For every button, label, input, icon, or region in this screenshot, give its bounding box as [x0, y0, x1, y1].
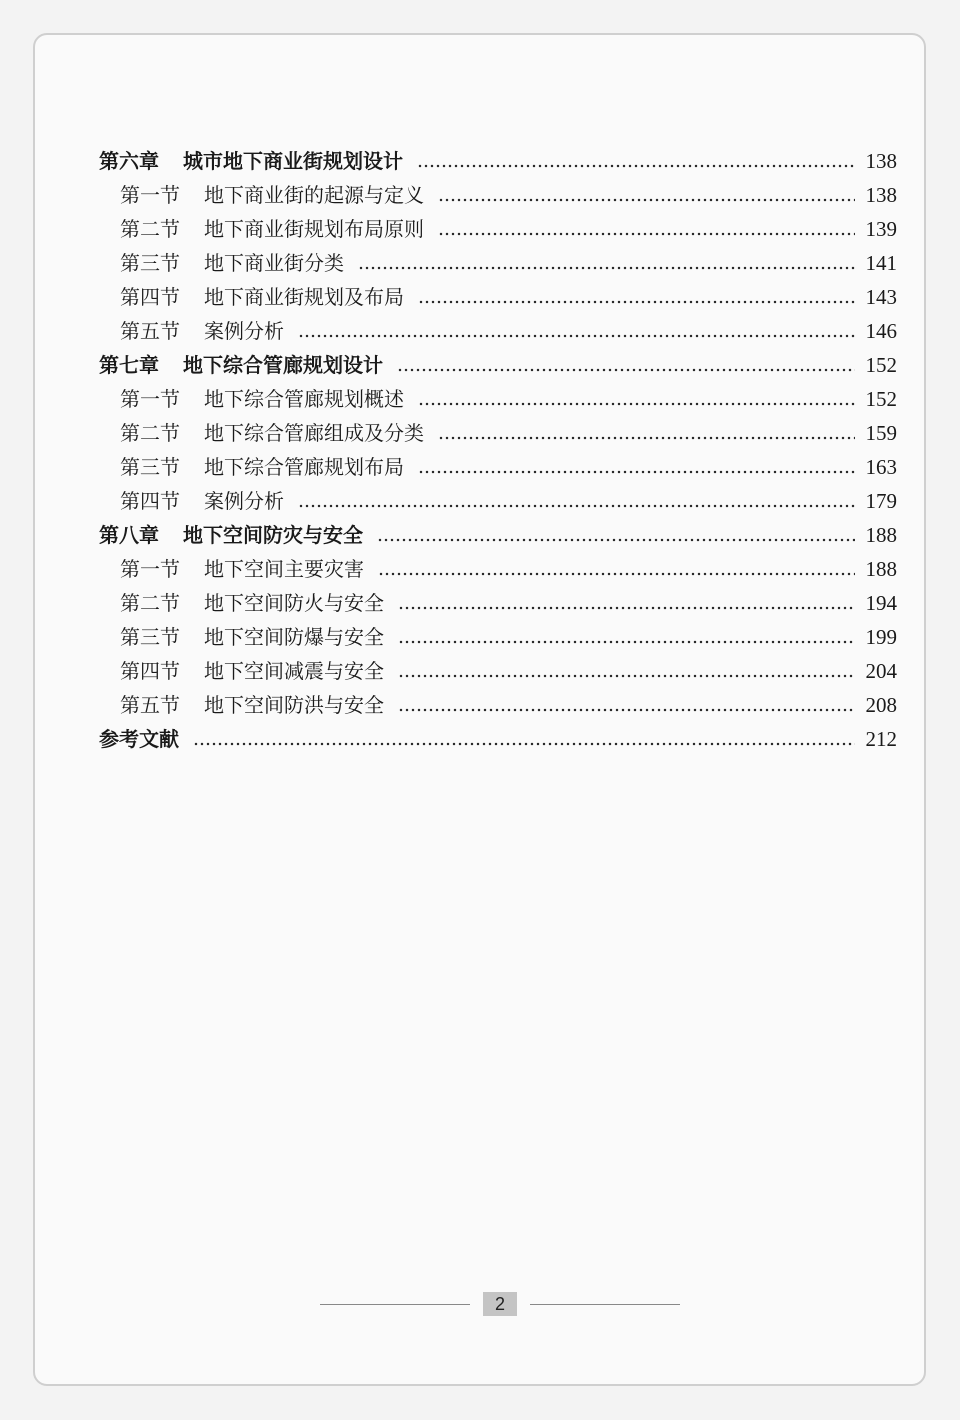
toc-section-entry[interactable]	[99, 416, 897, 450]
entry-title: 地下商业街规划布局原则	[204, 217, 424, 241]
dot-leader	[398, 620, 855, 654]
toc-chapter-entry[interactable]	[99, 722, 897, 756]
entry-title: 地下商业街的起源与定义	[204, 183, 424, 207]
dot-leader	[193, 722, 855, 756]
toc-section-entry[interactable]	[99, 280, 897, 314]
dot-leader	[397, 348, 855, 382]
entry-number: 第五节	[120, 693, 180, 717]
entry-number: 第一节	[120, 387, 180, 411]
toc-section-entry[interactable]	[99, 586, 897, 620]
entry-page-number: 146	[865, 319, 897, 343]
toc-section-entry[interactable]	[99, 246, 897, 280]
dot-leader	[377, 518, 855, 552]
entry-page-number: 179	[865, 489, 897, 513]
entry-title: 地下空间防洪与安全	[204, 693, 384, 717]
entry-number: 第八章	[99, 523, 159, 547]
footer-rule-left	[320, 1304, 470, 1305]
entry-number: 第一节	[120, 557, 180, 581]
entry-page-number: 208	[865, 693, 897, 717]
entry-title: 地下综合管廊规划布局	[204, 455, 404, 479]
dot-leader	[418, 450, 855, 484]
entry-number: 第三节	[120, 455, 180, 479]
footer-rule-right	[530, 1304, 680, 1305]
dot-leader	[438, 178, 855, 212]
document-page	[33, 33, 926, 1386]
entry-page-number: 188	[865, 523, 897, 547]
toc-section-entry[interactable]	[99, 552, 897, 586]
dot-leader	[417, 144, 855, 178]
entry-number: 第四节	[120, 489, 180, 513]
entry-number: 第二节	[120, 591, 180, 615]
toc-section-entry[interactable]	[99, 620, 897, 654]
dot-leader	[298, 314, 855, 348]
entry-number: 第三节	[120, 625, 180, 649]
page-number: 2	[483, 1292, 517, 1316]
entry-title: 地下综合管廊规划设计	[183, 353, 383, 377]
entry-title: 地下空间减震与安全	[204, 659, 384, 683]
entry-page-number: 159	[865, 421, 897, 445]
entry-page-number: 188	[865, 557, 897, 581]
entry-title: 案例分析	[204, 319, 284, 343]
dot-leader	[418, 382, 855, 416]
entry-title: 地下空间防火与安全	[204, 591, 384, 615]
entry-number: 第二节	[120, 421, 180, 445]
toc-chapter-entry[interactable]	[99, 348, 897, 382]
entry-page-number: 212	[865, 727, 897, 751]
toc-section-entry[interactable]	[99, 484, 897, 518]
entry-number: 第七章	[99, 353, 159, 377]
entry-title: 地下综合管廊规划概述	[204, 387, 404, 411]
entry-page-number: 141	[865, 251, 897, 275]
table-of-contents	[99, 144, 897, 756]
toc-section-entry[interactable]	[99, 314, 897, 348]
entry-number: 第五节	[120, 319, 180, 343]
entry-title: 地下空间防爆与安全	[204, 625, 384, 649]
toc-chapter-entry[interactable]	[99, 144, 897, 178]
entry-title: 地下综合管廊组成及分类	[204, 421, 424, 445]
entry-title: 地下商业街规划及布局	[204, 285, 404, 309]
dot-leader	[438, 212, 855, 246]
entry-page-number: 139	[865, 217, 897, 241]
toc-section-entry[interactable]	[99, 382, 897, 416]
toc-section-entry[interactable]	[99, 450, 897, 484]
dot-leader	[378, 552, 855, 586]
entry-number: 第四节	[120, 659, 180, 683]
entry-number: 第六章	[99, 149, 159, 173]
entry-title: 地下空间主要灾害	[204, 557, 364, 581]
entry-page-number: 143	[865, 285, 897, 309]
entry-page-number: 138	[865, 183, 897, 207]
entry-page-number: 199	[865, 625, 897, 649]
entry-page-number: 138	[865, 149, 897, 173]
entry-number: 第一节	[120, 183, 180, 207]
toc-chapter-entry[interactable]	[99, 518, 897, 552]
dot-leader	[298, 484, 855, 518]
toc-section-entry[interactable]	[99, 688, 897, 722]
toc-section-entry[interactable]	[99, 178, 897, 212]
dot-leader	[398, 586, 855, 620]
dot-leader	[438, 416, 855, 450]
page-footer	[320, 1291, 680, 1319]
entry-title: 地下空间防灾与安全	[183, 523, 363, 547]
entry-title: 城市地下商业街规划设计	[183, 149, 403, 173]
entry-page-number: 163	[865, 455, 897, 479]
dot-leader	[418, 280, 855, 314]
entry-number: 第三节	[120, 251, 180, 275]
entry-page-number: 194	[865, 591, 897, 615]
entry-number: 第四节	[120, 285, 180, 309]
entry-title: 地下商业街分类	[204, 251, 344, 275]
entry-number: 参考文献	[99, 727, 179, 751]
entry-number: 第二节	[120, 217, 180, 241]
dot-leader	[358, 246, 855, 280]
dot-leader	[398, 654, 855, 688]
toc-section-entry[interactable]	[99, 654, 897, 688]
toc-section-entry[interactable]	[99, 212, 897, 246]
entry-title: 案例分析	[204, 489, 284, 513]
entry-page-number: 152	[865, 387, 897, 411]
dot-leader	[398, 688, 855, 722]
entry-page-number: 204	[865, 659, 897, 683]
entry-page-number: 152	[865, 353, 897, 377]
